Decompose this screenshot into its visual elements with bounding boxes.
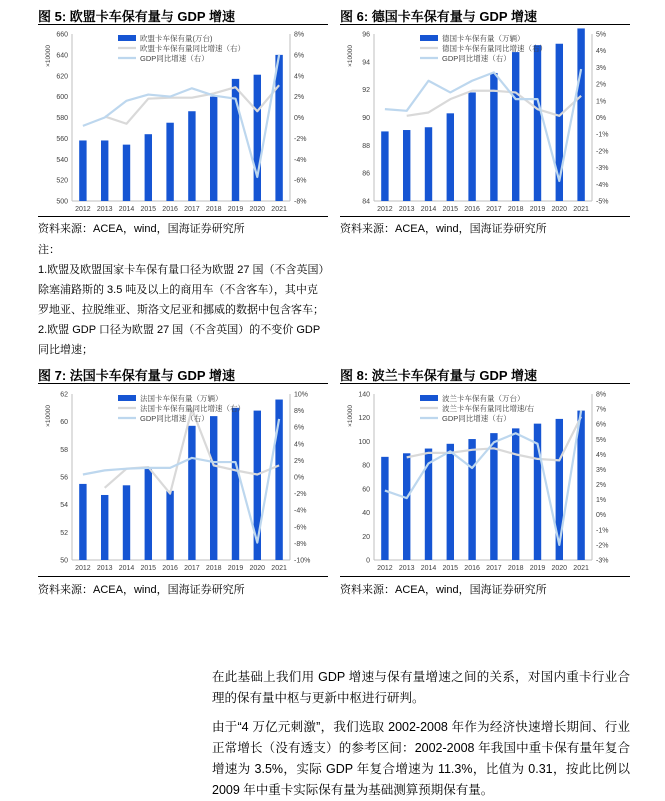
fig5-y2-tick-label: 8%	[294, 31, 305, 39]
fig5-y2-tick-label: 2%	[294, 94, 305, 102]
fig8-y2-tick-label: -1%	[596, 527, 609, 535]
fig5-x-tick-label: 2021	[271, 206, 287, 213]
fig5-bar	[188, 111, 195, 201]
fig7-legend-swatch	[118, 395, 136, 401]
fig8-bar	[468, 439, 475, 560]
fig7-y2-tick-label: -10%	[294, 557, 311, 565]
figure-7-source: 资料来源：ACEA，wind，国海证券研究所	[38, 584, 245, 596]
fig7-x-tick-label: 2017	[184, 565, 200, 572]
fig7-bar	[101, 495, 108, 560]
figure-8-title: 图 8: 波兰卡车保有量与 GDP 增速	[340, 368, 537, 383]
fig5-y-tick-label: 500	[56, 198, 68, 206]
fig6-x-tick-label: 2018	[507, 206, 524, 213]
fig5-bar	[145, 134, 152, 201]
fig7-y2-tick-label: 0%	[294, 474, 305, 482]
fig6-x-tick-label: 2020	[551, 206, 568, 213]
fig6-y2-tick-label: 1%	[596, 98, 607, 106]
fig7-y2-tick-label: -6%	[294, 524, 307, 532]
fig7-bar	[123, 485, 130, 560]
fig5-y2-tick-label: 4%	[294, 73, 305, 81]
fig8-y-tick-label: 40	[362, 510, 370, 518]
body-paragraph-2: 由于“4 万亿元刺激”，我们选取 2002-2008 年作为经济快速增长期间、行业正常增长（没有透支）的参考区间：2002-2008 年我国中重卡保有量年复合增速为 3.5%，实际 GDP 年复合增速为 11.3%，比值为 0.31，按此比例以 2009 年中重卡实际保有量为基础测算预期保有量。	[212, 720, 630, 797]
figure-6-title-rule	[340, 24, 630, 25]
fig6-y-tick-label: 86	[362, 170, 370, 178]
fig7-y-tick-label: 58	[60, 446, 68, 454]
fig8-y2-tick-label: 7%	[596, 406, 607, 414]
fig6-y-tick-label: 88	[362, 142, 370, 150]
fig8-y-tick-label: 0	[366, 557, 370, 565]
fig5-bar	[79, 140, 86, 201]
fig5-bar	[254, 75, 261, 201]
fig7-y2-tick-label: -2%	[294, 491, 307, 499]
fig8-x-tick-label: 2016	[464, 565, 480, 572]
fig8-x-tick-label: 2015	[442, 565, 459, 572]
fig8-y-tick-label: 80	[362, 462, 370, 470]
figure-8-chart	[340, 388, 630, 574]
fig7-x-tick-label: 2016	[162, 565, 178, 572]
fig8-y2-tick-label: 8%	[596, 391, 607, 399]
figure-6-bottom-rule	[340, 216, 630, 217]
fig6-x-tick-label: 2021	[573, 206, 589, 213]
fig6-bar	[447, 113, 454, 201]
fig7-legend-label: 法国卡车保有量（万辆）	[140, 394, 223, 403]
fig7-x-tick-label: 2020	[249, 565, 266, 572]
fig8-y2-tick-label: 3%	[596, 466, 607, 474]
fig7-y2-tick-label: 8%	[294, 408, 305, 416]
fig8-y2-tick-label: 1%	[596, 497, 607, 505]
fig7-bar	[232, 408, 239, 560]
fig6-bar	[534, 45, 541, 201]
fig8-x-tick-label: 2013	[398, 565, 415, 572]
fig6-x-tick-label: 2014	[420, 206, 437, 213]
fig7-y-tick-label: 54	[60, 502, 68, 510]
fig8-x-tick-label: 2021	[573, 565, 589, 572]
fig5-x-tick-label: 2017	[184, 206, 200, 213]
body-paragraph-1: 在此基础上我们用 GDP 增速与保有量增速之间的关系，对国内重卡行业合理的保有量中枢与更新中枢进行研判。	[212, 670, 630, 705]
fig5-x-tick-label: 2019	[227, 206, 244, 213]
fig5-x-tick-label: 2016	[162, 206, 178, 213]
fig5-x-tick-label: 2013	[96, 206, 113, 213]
fig6-bar	[381, 131, 388, 201]
fig6-bar	[403, 130, 410, 201]
fig8-y-tick-label: 140	[358, 391, 370, 399]
figure-5-source: 资料来源：ACEA，wind，国海证券研究所	[38, 223, 245, 235]
fig8-legend-label: 波兰卡车保有量同比增速/右	[442, 404, 535, 413]
note-2: 2.欧盟 GDP 口径为欧盟 27 国（不含英国）的不变价 GDP 同比增速；	[38, 324, 320, 356]
fig7-x-tick-label: 2021	[271, 565, 287, 572]
fig6-x-tick-label: 2019	[529, 206, 546, 213]
fig6-y2-tick-label: 4%	[596, 48, 607, 56]
figure-8-bottom-rule	[340, 576, 630, 577]
fig6-legend-swatch	[420, 35, 438, 41]
fig6-y-tick-label: 84	[362, 198, 370, 206]
fig7-y-unit-label: ×10000	[45, 405, 52, 427]
fig7-bar	[145, 469, 152, 560]
fig6-legend-label: GDP同比增速（右）	[442, 54, 511, 63]
fig8-y2-tick-label: 4%	[596, 451, 607, 459]
fig8-x-tick-label: 2020	[551, 565, 568, 572]
fig5-y2-tick-label: -4%	[294, 156, 307, 164]
fig7-legend-label: GDP同比增速（右）	[140, 414, 209, 423]
fig7-bar	[166, 491, 173, 560]
fig5-bar	[123, 145, 130, 201]
fig7-x-tick-label: 2014	[118, 565, 135, 572]
fig8-y2-tick-label: 6%	[596, 421, 607, 429]
fig6-y-tick-label: 94	[362, 59, 370, 67]
fig7-y-tick-label: 60	[60, 419, 68, 427]
fig7-x-tick-label: 2013	[96, 565, 113, 572]
fig5-y-tick-label: 540	[56, 156, 68, 164]
fig6-y-unit-label: ×10000	[347, 45, 354, 67]
fig7-x-tick-label: 2012	[75, 565, 91, 572]
fig8-y-tick-label: 20	[362, 533, 370, 541]
figure-8-title-rule	[340, 383, 630, 384]
figure-6-title: 图 6: 德国卡车保有量与 GDP 增速	[340, 9, 537, 24]
fig8-bar	[403, 453, 410, 560]
fig6-y2-tick-label: 5%	[596, 31, 607, 39]
fig8-y-tick-label: 120	[358, 415, 370, 423]
fig5-y-tick-label: 640	[56, 52, 68, 60]
fig6-bar	[490, 73, 497, 201]
fig7-y2-tick-label: 6%	[294, 424, 305, 432]
fig5-y-unit-label: ×10000	[45, 45, 52, 67]
fig6-bar	[512, 52, 519, 201]
fig8-bar	[490, 433, 497, 560]
fig8-y-tick-label: 100	[358, 438, 370, 446]
fig6-y2-tick-label: 3%	[596, 64, 607, 72]
fig5-y-tick-label: 660	[56, 31, 68, 39]
fig8-legend-label: GDP同比增速（右）	[442, 414, 511, 423]
fig5-x-tick-label: 2014	[118, 206, 135, 213]
fig7-y-tick-label: 52	[60, 529, 68, 537]
fig8-y2-tick-label: -2%	[596, 542, 609, 550]
fig6-x-tick-label: 2015	[442, 206, 459, 213]
fig5-y-tick-label: 620	[56, 73, 68, 81]
fig6-x-tick-label: 2013	[398, 206, 415, 213]
figure-7-title-rule	[38, 383, 328, 384]
fig7-y2-tick-label: -8%	[294, 540, 307, 548]
fig6-y-tick-label: 90	[362, 115, 370, 122]
fig7-bar	[188, 426, 195, 560]
figure-5-chart	[38, 28, 328, 215]
figure-5-bottom-rule	[38, 216, 328, 217]
fig6-series-line-2	[385, 69, 581, 181]
fig5-x-tick-label: 2020	[249, 206, 266, 213]
fig8-y-tick-label: 60	[362, 486, 370, 494]
fig5-bar	[275, 55, 282, 201]
fig6-bar	[468, 92, 475, 201]
fig5-y-tick-label: 520	[56, 177, 68, 185]
fig6-y-tick-label: 92	[362, 87, 370, 95]
fig7-y-tick-label: 50	[60, 557, 68, 565]
fig5-x-tick-label: 2018	[205, 206, 222, 213]
fig5-y2-tick-label: -8%	[294, 198, 307, 206]
fig5-y-tick-label: 600	[56, 94, 68, 102]
note-1: 1.欧盟及欧盟国家卡车保有量口径为欧盟 27 国（不含英国）除塞浦路斯的 3.5 吨及以上的商用车（不含客车），其中克罗地亚、拉脱维亚、斯洛文尼亚和挪威的数据中包含客车；	[38, 264, 325, 316]
fig8-y2-tick-label: -3%	[596, 557, 609, 565]
body-text	[212, 667, 630, 801]
fig5-series-line-2	[83, 55, 279, 177]
fig8-x-tick-label: 2018	[507, 565, 524, 572]
fig5-x-tick-label: 2015	[140, 206, 157, 213]
figure-6-chart	[340, 28, 630, 215]
fig7-x-tick-label: 2019	[227, 565, 244, 572]
fig5-legend-swatch	[118, 35, 136, 41]
fig7-y2-tick-label: 10%	[294, 391, 309, 399]
figure-5-notes	[38, 240, 328, 360]
fig6-y2-tick-label: -3%	[596, 165, 609, 173]
fig6-legend-label: 德国卡车保有量同比增速（右）	[442, 44, 547, 53]
fig5-bar	[166, 123, 173, 201]
fig8-y2-tick-label: 5%	[596, 436, 607, 444]
fig5-legend-label: 欧盟卡车保有量同比增速（右）	[140, 44, 245, 53]
fig8-x-tick-label: 2012	[377, 565, 393, 572]
fig7-x-tick-label: 2018	[205, 565, 222, 572]
fig5-bar	[232, 79, 239, 201]
fig8-x-tick-label: 2019	[529, 565, 546, 572]
fig8-bar	[512, 428, 519, 560]
fig5-x-tick-label: 2012	[75, 206, 91, 213]
figure-8-source: 资料来源：ACEA，wind，国海证券研究所	[340, 584, 547, 596]
fig8-legend-swatch	[420, 395, 438, 401]
figure-7-title: 图 7: 法国卡车保有量与 GDP 增速	[38, 368, 235, 383]
fig6-y-tick-label: 96	[362, 31, 370, 39]
fig8-x-tick-label: 2017	[486, 565, 502, 572]
fig6-y2-tick-label: 2%	[596, 81, 607, 89]
figure-6-source: 资料来源：ACEA，wind，国海证券研究所	[340, 223, 547, 235]
figure-7-bottom-rule	[38, 576, 328, 577]
fig6-y2-tick-label: -5%	[596, 198, 609, 206]
fig8-series-line-2	[385, 411, 581, 545]
fig7-y2-tick-label: 2%	[294, 457, 305, 465]
fig7-y-tick-label: 62	[60, 391, 68, 399]
fig6-legend-label: 德国卡车保有量（万辆）	[442, 34, 525, 43]
fig6-y2-tick-label: -1%	[596, 131, 609, 139]
fig7-y2-tick-label: -4%	[294, 507, 307, 515]
fig6-x-tick-label: 2016	[464, 206, 480, 213]
fig6-x-tick-label: 2012	[377, 206, 393, 213]
fig5-y2-tick-label: -6%	[294, 177, 307, 185]
fig5-bar	[101, 140, 108, 201]
notes-heading: 注：	[38, 244, 60, 256]
figure-5-title: 图 5: 欧盟卡车保有量与 GDP 增速	[38, 9, 235, 24]
fig5-y2-tick-label: 6%	[294, 52, 305, 60]
fig8-bar	[381, 457, 388, 560]
fig8-y2-tick-label: 2%	[596, 482, 607, 490]
fig8-x-tick-label: 2014	[420, 565, 437, 572]
figure-5-title-rule	[38, 24, 328, 25]
fig7-bar	[210, 416, 217, 560]
fig8-bar	[447, 444, 454, 560]
fig5-y2-tick-label: -2%	[294, 135, 307, 143]
fig6-bar	[577, 28, 584, 201]
fig6-y2-tick-label: 0%	[596, 115, 607, 122]
fig5-legend-label: GDP同比增速（右）	[140, 54, 209, 63]
fig6-x-tick-label: 2017	[486, 206, 502, 213]
fig5-y-tick-label: 560	[56, 135, 68, 143]
fig5-y-tick-label: 580	[56, 115, 68, 122]
fig8-y-unit-label: ×10000	[347, 405, 354, 427]
fig6-y2-tick-label: -2%	[596, 148, 609, 156]
fig7-y2-tick-label: 4%	[294, 441, 305, 449]
fig5-legend-label: 欧盟卡车保有量(万台)	[140, 34, 213, 43]
fig6-bar	[425, 127, 432, 201]
fig5-y2-tick-label: 0%	[294, 115, 305, 122]
fig8-y2-tick-label: 0%	[596, 512, 607, 520]
fig7-bar	[79, 484, 86, 560]
fig7-x-tick-label: 2015	[140, 565, 157, 572]
fig8-legend-label: 波兰卡车保有量（万台）	[442, 394, 525, 403]
fig5-bar	[210, 97, 217, 201]
fig7-legend-label: 法国卡车保有量同比增速（右）	[140, 404, 245, 413]
fig7-y-tick-label: 56	[60, 474, 68, 482]
fig6-y2-tick-label: -4%	[596, 181, 609, 189]
figure-7-chart	[38, 388, 328, 574]
